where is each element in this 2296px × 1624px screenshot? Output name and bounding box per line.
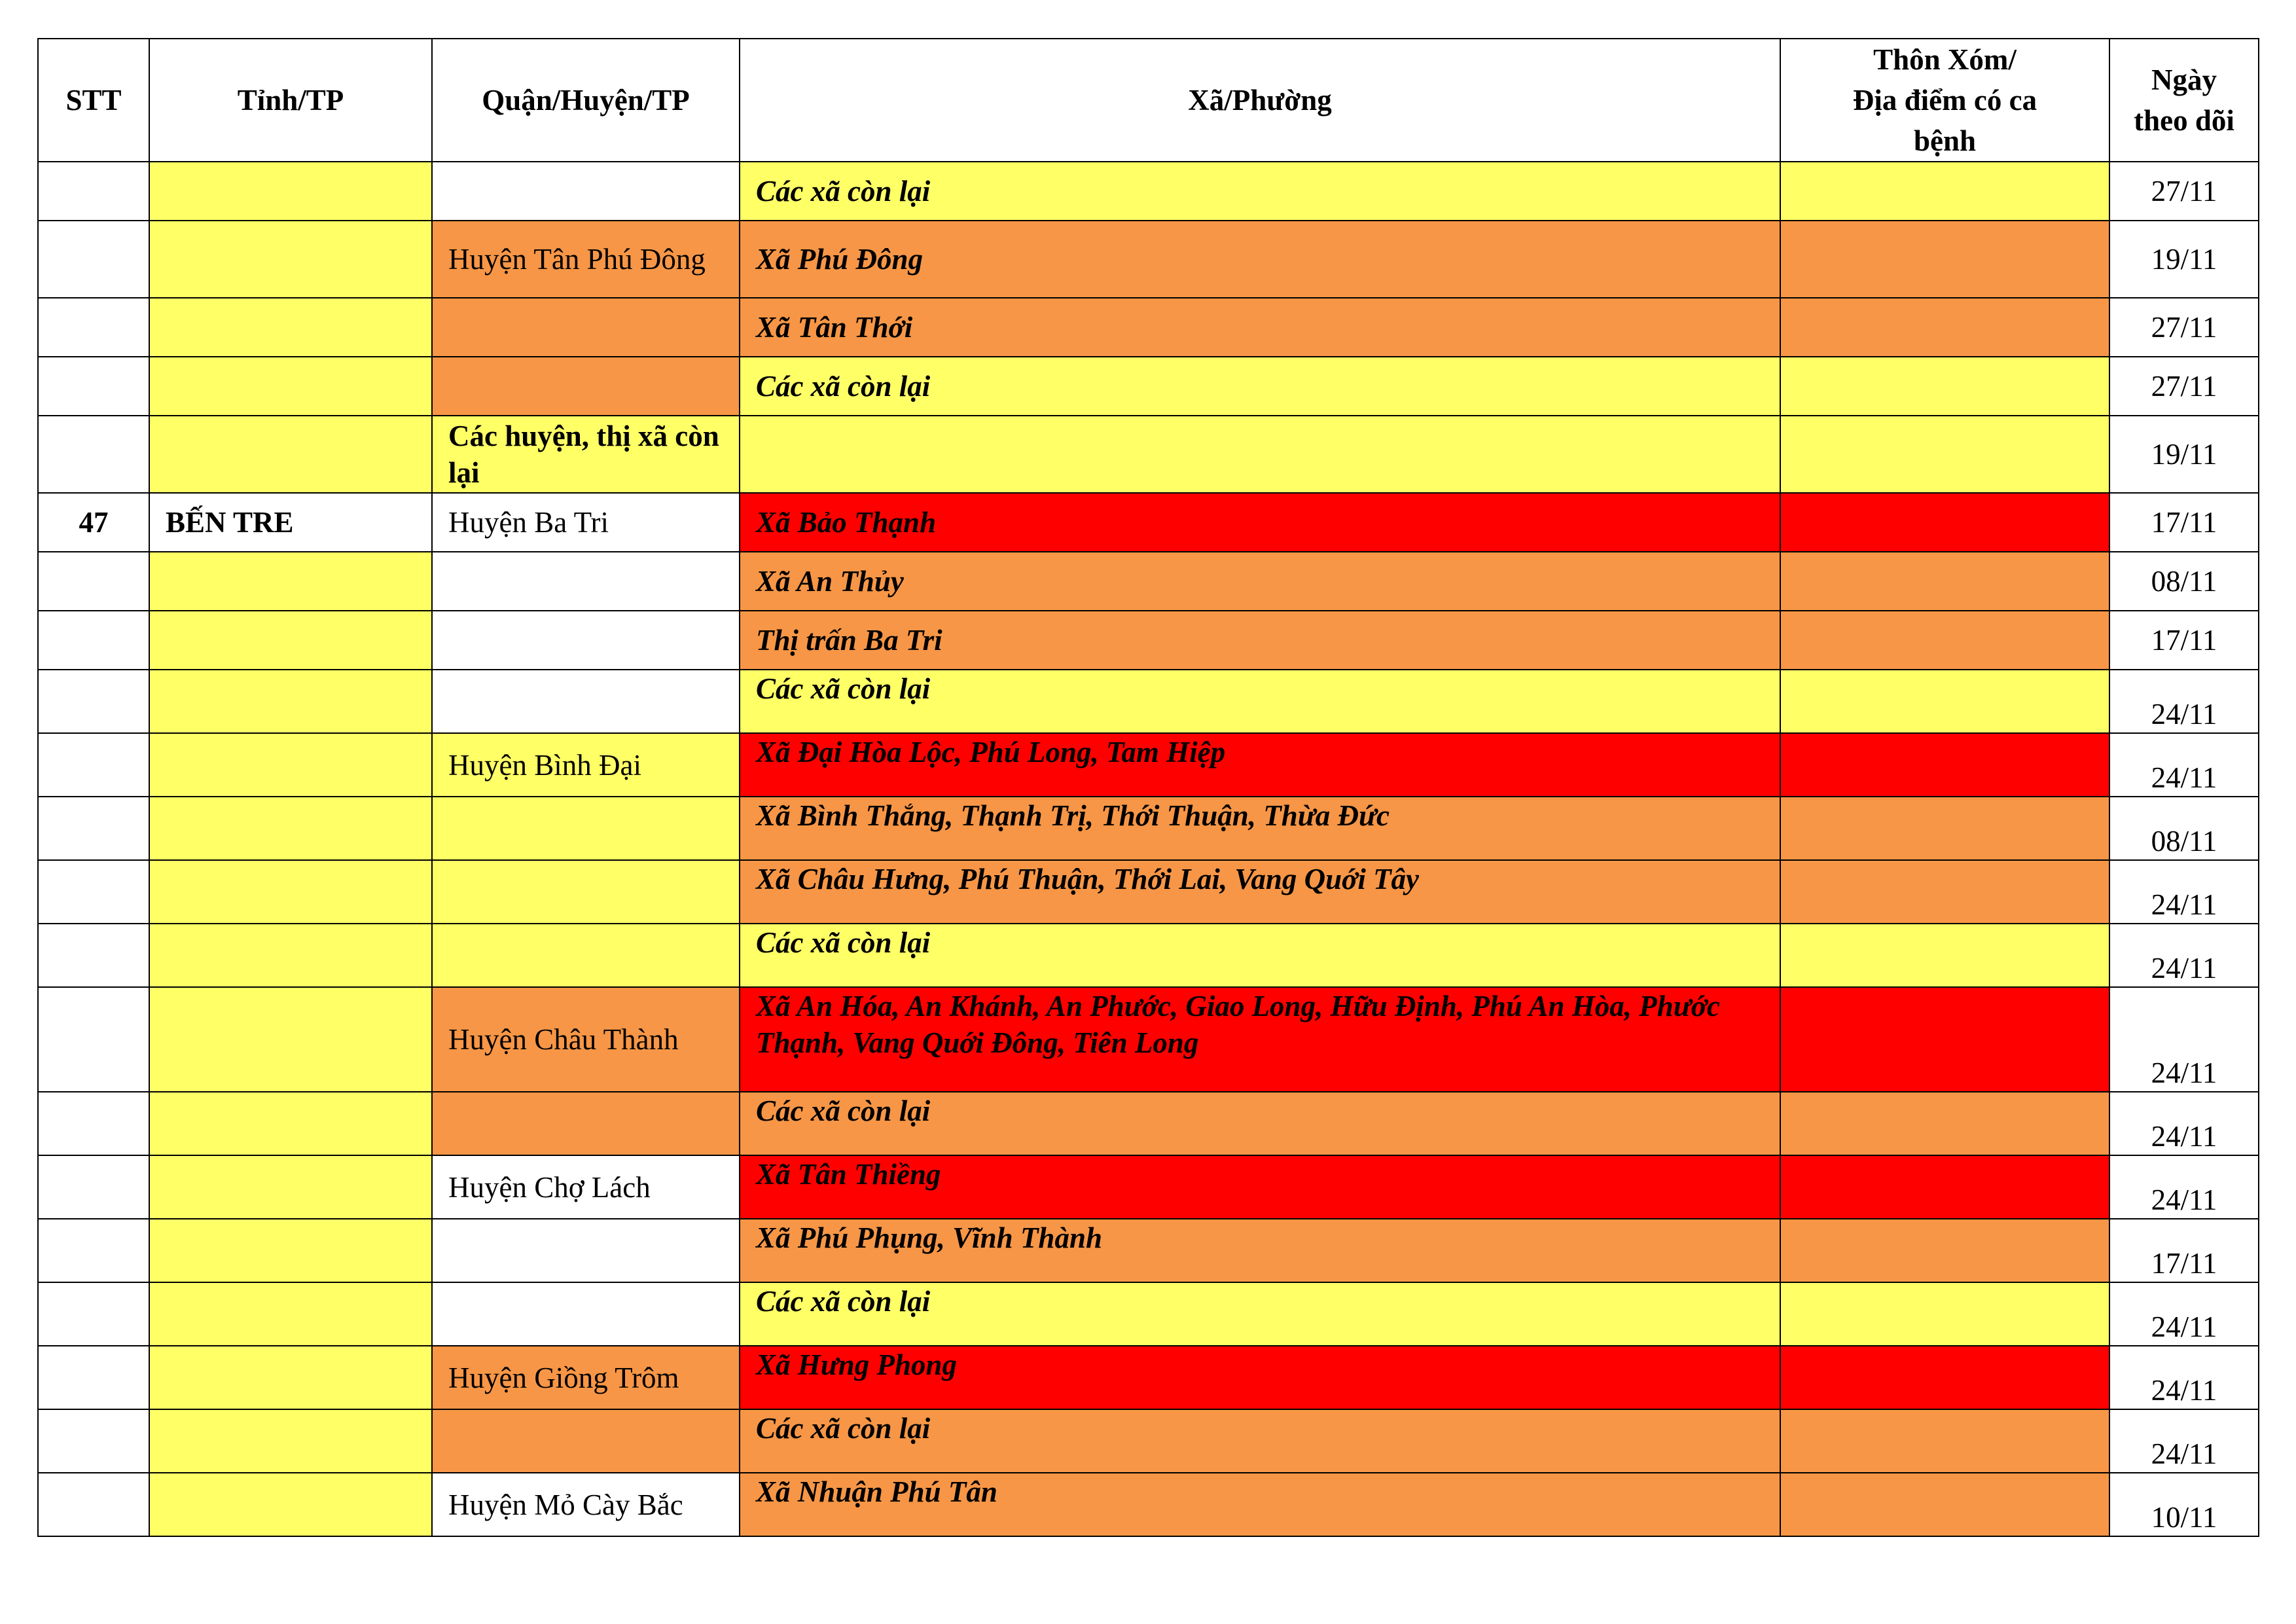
table-row [38,1346,2259,1409]
table-row [38,357,2259,416]
cell-province [149,1282,432,1346]
header-ward: Xã/Phường [740,39,1780,162]
cell-stt [38,1473,149,1536]
cell-province [149,611,432,670]
cell-date: 19/11 [2109,416,2259,493]
cell-stt [38,162,149,221]
cell-ward: Các xã còn lại [740,1092,1780,1155]
cell-province [149,924,432,987]
cell-date: 24/11 [2109,924,2259,987]
table-row [38,493,2259,552]
cell-district [432,1092,740,1155]
cell-hamlet [1780,987,2109,1092]
cell-district [432,298,740,357]
cell-ward: Xã Tân Thiềng [740,1155,1780,1219]
cell-district [432,162,740,221]
cell-district: Huyện Ba Tri [432,493,740,552]
cell-date: 19/11 [2109,221,2259,298]
cell-date: 17/11 [2109,1219,2259,1282]
cell-stt [38,1155,149,1219]
cell-hamlet [1780,733,2109,797]
table-row [38,1219,2259,1282]
cell-ward: Các xã còn lại [740,670,1780,733]
cell-hamlet [1780,1092,2109,1155]
header-province: Tỉnh/TP [149,39,432,162]
cell-ward: Xã An Hóa, An Khánh, An Phước, Giao Long, Hữu Định, Phú An Hòa, Phước Thạnh, Vang Quới Đông, Tiên Long [740,987,1780,1092]
table-row [38,860,2259,924]
cell-district [432,611,740,670]
cell-date: 24/11 [2109,1409,2259,1473]
cell-hamlet [1780,1155,2109,1219]
cell-hamlet [1780,611,2109,670]
cell-province [149,733,432,797]
cell-date: 17/11 [2109,611,2259,670]
cell-province [149,670,432,733]
cell-stt: 47 [38,493,149,552]
cell-date: 27/11 [2109,298,2259,357]
table-row [38,1282,2259,1346]
cell-hamlet [1780,416,2109,493]
cell-date: 24/11 [2109,860,2259,924]
cell-ward: Xã Phú Đông [740,221,1780,298]
cell-district [432,552,740,611]
table-row [38,670,2259,733]
header-stt: STT [38,39,149,162]
cell-district: Huyện Tân Phú Đông [432,221,740,298]
table-row [38,1155,2259,1219]
cell-hamlet [1780,1219,2109,1282]
cell-stt [38,1092,149,1155]
cell-date: 24/11 [2109,670,2259,733]
cell-hamlet [1780,1409,2109,1473]
cell-ward: Các xã còn lại [740,1282,1780,1346]
cell-stt [38,298,149,357]
cell-province [149,797,432,860]
cell-ward [740,416,1780,493]
table-row [38,797,2259,860]
cell-province [149,1155,432,1219]
cell-district: Huyện Giồng Trôm [432,1346,740,1409]
cell-stt [38,860,149,924]
cell-district [432,924,740,987]
cell-date: 24/11 [2109,1282,2259,1346]
cell-ward: Xã Bảo Thạnh [740,493,1780,552]
cell-province [149,298,432,357]
cell-district [432,357,740,416]
table-row [38,611,2259,670]
cell-stt [38,221,149,298]
cell-ward: Xã Bình Thắng, Thạnh Trị, Thới Thuận, Thừa Đức [740,797,1780,860]
cell-stt [38,357,149,416]
cell-ward: Các xã còn lại [740,1409,1780,1473]
cell-district [432,860,740,924]
header-district: Quận/Huyện/TP [432,39,740,162]
cell-hamlet [1780,493,2109,552]
table-row [38,1092,2259,1155]
table-row [38,221,2259,298]
cell-date: 24/11 [2109,1155,2259,1219]
cell-ward: Xã Châu Hưng, Phú Thuận, Thới Lai, Vang Quới Tây [740,860,1780,924]
cell-province [149,552,432,611]
cell-stt [38,797,149,860]
cell-province [149,162,432,221]
cell-district [432,1409,740,1473]
cell-stt [38,1219,149,1282]
cell-hamlet [1780,670,2109,733]
cell-hamlet [1780,797,2109,860]
cell-province [149,987,432,1092]
cell-stt [38,552,149,611]
table-row [38,552,2259,611]
cell-ward: Xã Hưng Phong [740,1346,1780,1409]
cell-province [149,357,432,416]
cell-province [149,1409,432,1473]
cell-ward: Các xã còn lại [740,924,1780,987]
cell-ward: Các xã còn lại [740,357,1780,416]
cell-province [149,1473,432,1536]
cell-date: 24/11 [2109,733,2259,797]
cell-province [149,1346,432,1409]
cell-district: Huyện Châu Thành [432,987,740,1092]
cell-district [432,797,740,860]
cell-ward: Xã An Thủy [740,552,1780,611]
cell-date: 24/11 [2109,1092,2259,1155]
cell-district [432,1282,740,1346]
cell-province [149,221,432,298]
table-row [38,162,2259,221]
cell-ward: Các xã còn lại [740,162,1780,221]
cell-ward: Xã Tân Thới [740,298,1780,357]
cell-date: 17/11 [2109,493,2259,552]
cell-district: Huyện Bình Đại [432,733,740,797]
cell-hamlet [1780,924,2109,987]
cell-stt [38,1346,149,1409]
cell-hamlet [1780,1473,2109,1536]
cell-hamlet [1780,552,2109,611]
cell-date: 08/11 [2109,797,2259,860]
cell-province [149,1219,432,1282]
cell-province [149,1092,432,1155]
cell-stt [38,416,149,493]
table-row [38,298,2259,357]
cell-hamlet [1780,221,2109,298]
cell-date: 27/11 [2109,357,2259,416]
cell-stt [38,987,149,1092]
table-row [38,924,2259,987]
cell-stt [38,1409,149,1473]
cell-stt [38,924,149,987]
cell-date: 24/11 [2109,1346,2259,1409]
cell-ward: Thị trấn Ba Tri [740,611,1780,670]
cell-hamlet [1780,298,2109,357]
header-date: Ngày theo dõi [2109,39,2259,162]
cell-province [149,860,432,924]
risk-table [37,38,2259,1537]
cell-district: Huyện Chợ Lách [432,1155,740,1219]
header-row [38,39,2259,162]
cell-stt [38,670,149,733]
cell-stt [38,611,149,670]
cell-hamlet [1780,1282,2109,1346]
cell-hamlet [1780,357,2109,416]
cell-district: Huyện Mỏ Cày Bắc [432,1473,740,1536]
cell-hamlet [1780,162,2109,221]
table-row [38,1409,2259,1473]
cell-district [432,1219,740,1282]
cell-stt [38,1282,149,1346]
cell-ward: Xã Phú Phụng, Vĩnh Thành [740,1219,1780,1282]
cell-district: Các huyện, thị xã còn lại [432,416,740,493]
cell-stt [38,733,149,797]
cell-province [149,416,432,493]
header-hamlet: Thôn Xóm/ Địa điểm có ca bệnh [1780,39,2109,162]
table-row [38,1473,2259,1536]
cell-district [432,670,740,733]
cell-ward: Xã Đại Hòa Lộc, Phú Long, Tam Hiệp [740,733,1780,797]
cell-date: 24/11 [2109,987,2259,1092]
cell-ward: Xã Nhuận Phú Tân [740,1473,1780,1536]
cell-province: BẾN TRE [149,493,432,552]
table-row [38,987,2259,1092]
cell-date: 27/11 [2109,162,2259,221]
table-row [38,416,2259,493]
table-row [38,733,2259,797]
cell-date: 10/11 [2109,1473,2259,1536]
cell-date: 08/11 [2109,552,2259,611]
cell-hamlet [1780,1346,2109,1409]
cell-hamlet [1780,860,2109,924]
